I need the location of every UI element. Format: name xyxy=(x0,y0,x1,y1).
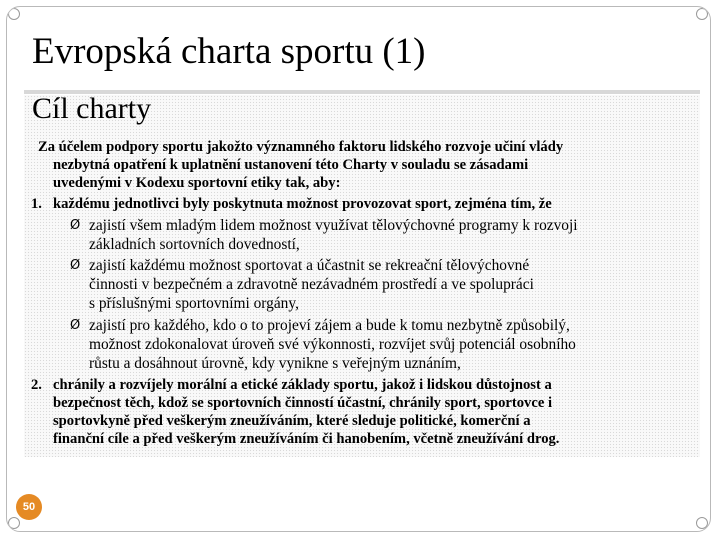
slide-subtitle: Cíl charty xyxy=(32,92,152,125)
bullet-line: základních sortovních dovedností, xyxy=(89,236,300,253)
page-number-badge: 50 xyxy=(16,494,42,520)
bullet-line: zajistí pro každého, kdo o to projeví zájem a bude k tomu nezbytně způsobilý, xyxy=(89,317,570,334)
arrow-bullet-icon: Ø xyxy=(70,218,81,233)
bullet-line: činnosti v bezpečném a zdravotně nezávadném prostředí a ve spolupráci xyxy=(89,276,534,293)
item-line: každému jednotlivci byly poskytnuta možnost provozovat sport, zejména tím, že xyxy=(53,196,552,212)
bullet-line: s příslušnými sportovními orgány, xyxy=(89,295,299,312)
intro-line: nezbytná opatření k uplatnění ustanovení této Charty v souladu se zásadami xyxy=(53,157,529,173)
item-line: chránily a rozvíjely morální a etické základy sportu, jakož i lidskou důstojnost a xyxy=(53,377,552,393)
intro-line: uvedenými v Kodexu sportovní etiky tak, aby: xyxy=(53,175,341,191)
bullet-line: zajistí všem mladým lidem možnost využívat tělovýchovné programy k rozvoji xyxy=(89,217,578,234)
intro-line: Za účelem podpory sportu jakožto významného faktoru lidského rozvoje učiní vlády xyxy=(38,139,564,155)
item-number: 2. xyxy=(31,377,42,393)
frame-corner-circle xyxy=(8,517,20,529)
item-line: bezpečnost těch, kdož se sportovních činností účastní, chránily sport, sportovce i xyxy=(53,395,553,411)
item-line: finanční cíle a před veškerým zneužíváním či hanobením, včetně zneužívání drog. xyxy=(53,431,560,447)
bullet-line: možnost zdokonalovat úroveň své výkonnosti, rozvíjet svůj potenciál osobního xyxy=(89,336,576,353)
arrow-bullet-icon: Ø xyxy=(70,258,81,273)
bullet-line: zajistí každému možnost sportovat a účastnit se rekreační tělovýchovné xyxy=(89,257,530,274)
arrow-bullet-icon: Ø xyxy=(70,318,81,333)
slide-title: Evropská charta sportu (1) xyxy=(32,31,426,72)
item-number: 1. xyxy=(31,196,42,212)
item-line: sportovkyně před veškerým zneužíváním, které sleduje politické, komerční a xyxy=(53,413,531,429)
bullet-line: růstu a dosáhnout úrovně, kdy vynikne s veřejným uznáním, xyxy=(89,355,461,372)
frame-corner-circle xyxy=(8,8,20,20)
frame-corner-circle xyxy=(696,8,708,20)
frame-corner-circle xyxy=(696,517,708,529)
